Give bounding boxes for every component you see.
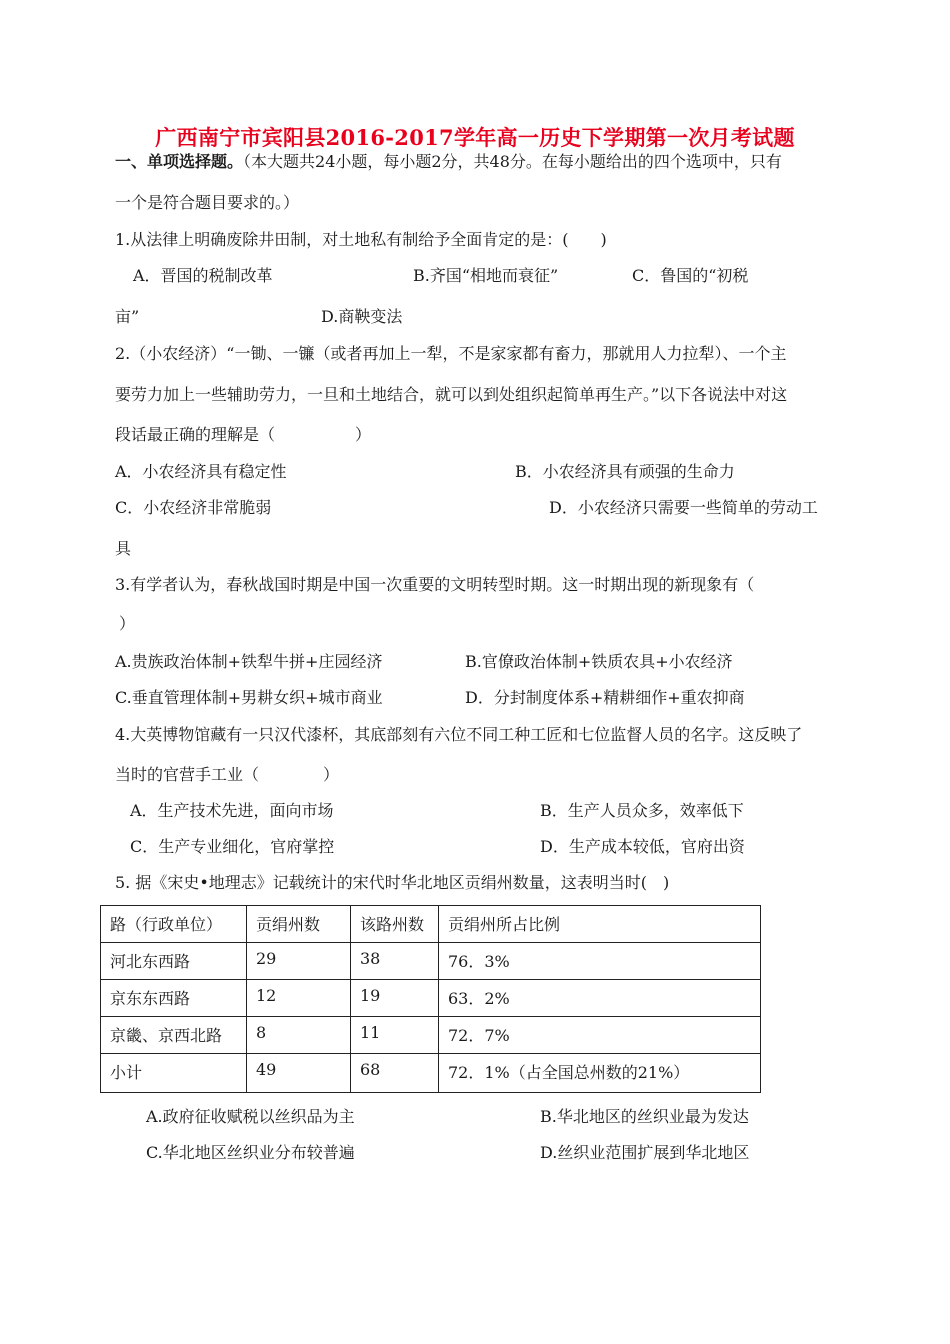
table-cell: 72．7% [439, 1017, 761, 1054]
table-cell: 11 [351, 1017, 439, 1054]
q4-option-b: B．生产人员众多，效率低下 [540, 801, 744, 820]
q5-stem: 5. 据《宋史•地理志》记载统计的宋代时华北地区贡绢州数量，这表明当时( ) [115, 873, 670, 892]
table-cell: 72．1%（占全国总州数的21%） [439, 1054, 761, 1093]
section-header [115, 152, 782, 172]
table-cell: 63．2% [439, 980, 761, 1017]
q4-option-d: D．生产成本较低，官府出资 [540, 837, 745, 856]
table-cell: 河北东西路 [101, 943, 247, 980]
table-header-row [101, 906, 761, 943]
table-cell: 京东东西路 [101, 980, 247, 1017]
q3-option-c: C.垂直管理体制+男耕女织+城市商业 [115, 688, 383, 707]
table-header-cell: 路（行政单位） [101, 906, 247, 943]
q2-option-c: C．小农经济非常脆弱 [115, 498, 272, 517]
q2-option-b: B．小农经济具有顽强的生命力 [515, 462, 735, 481]
table-cell: 小计 [101, 1054, 247, 1093]
table-row [101, 1017, 761, 1054]
table-cell: 49 [247, 1054, 351, 1093]
section-instruction-cont: 一个是符合题目要求的。） [115, 193, 300, 212]
q1-option-c: C．鲁国的“初税 [632, 266, 749, 285]
q2-option-a: A．小农经济具有稳定性 [115, 462, 287, 481]
q2-stem-line3: 段话最正确的理解是（ ） [115, 425, 372, 444]
q3-option-a: A.贵族政治体制+铁犁牛拼+庄园经济 [115, 652, 383, 671]
table-cell: 76．3% [439, 943, 761, 980]
section-heading: 一、单项选择题。 [115, 152, 244, 171]
q3-stem-line2: ） [119, 614, 136, 633]
table-row [101, 1054, 761, 1093]
q1-option-b: B.齐国“相地而衰征” [413, 266, 559, 285]
tribute-silk-table [100, 905, 761, 1093]
q1-option-c-cont: 亩” [115, 307, 140, 326]
q1-stem: 1.从法律上明确废除井田制，对土地私有制给予全面肯定的是：( ) [115, 230, 607, 249]
q4-option-a: A．生产技术先进，面向市场 [130, 801, 334, 820]
q5-option-d: D.丝织业范围扩展到华北地区 [540, 1143, 750, 1162]
q2-option-d-cont: 具 [115, 539, 132, 558]
q5-option-c: C.华北地区丝织业分布较普遍 [146, 1143, 355, 1162]
q4-stem-line2: 当时的官营手工业（ ） [115, 765, 340, 784]
table-cell: 8 [247, 1017, 351, 1054]
table-cell: 12 [247, 980, 351, 1017]
q5-option-a: A.政府征收赋税以丝织品为主 [146, 1107, 355, 1126]
section-instruction: （本大题共24小题，每小题2分，共48分。在每小题给出的四个选项中，只有 [243, 152, 782, 171]
q4-stem-line1: 4.大英博物馆藏有一只汉代漆杯，其底部刻有六位不同工种工匠和七位监督人员的名字。这反映了 [115, 725, 803, 744]
table-cell: 京畿、京西北路 [101, 1017, 247, 1054]
table-cell: 68 [351, 1054, 439, 1093]
table-row [101, 943, 761, 980]
exam-title: 广西南宁市宾阳县2016-2017学年高一历史下学期第一次月考试题 [155, 125, 795, 150]
table-cell: 29 [247, 943, 351, 980]
q3-stem-line1: 3.有学者认为，春秋战国时期是中国一次重要的文明转型时期。这一时期出现的新现象有（ [115, 575, 755, 594]
table-row [101, 980, 761, 1017]
q2-option-d: D．小农经济只需要一些简单的劳动工 [549, 498, 818, 517]
q2-stem-line1: 2.（小农经济）“一锄、一镰（或者再加上一犁，不是家家都有畜力，那就用人力拉犁）、一个主 [115, 344, 787, 363]
q5-option-b: B.华北地区的丝织业最为发达 [540, 1107, 749, 1126]
q1-option-a: A．晋国的税制改革 [133, 266, 273, 285]
q3-option-d: D．分封制度体系+精耕细作+重农抑商 [465, 688, 745, 707]
table-header-cell: 贡绢州所占比例 [439, 906, 761, 943]
table-cell: 19 [351, 980, 439, 1017]
q3-option-b: B.官僚政治体制+铁质农具+小农经济 [465, 652, 733, 671]
q4-option-c: C．生产专业细化，官府掌控 [130, 837, 335, 856]
q2-stem-line2: 要劳力加上一些辅助劳力，一旦和土地结合，就可以到处组织起简单再生产。”以下各说法中对这 [115, 385, 788, 404]
q1-option-d: D.商鞅变法 [321, 307, 403, 326]
table-header-cell: 贡绢州数 [247, 906, 351, 943]
table-header-cell: 该路州数 [351, 906, 439, 943]
table-cell: 38 [351, 943, 439, 980]
